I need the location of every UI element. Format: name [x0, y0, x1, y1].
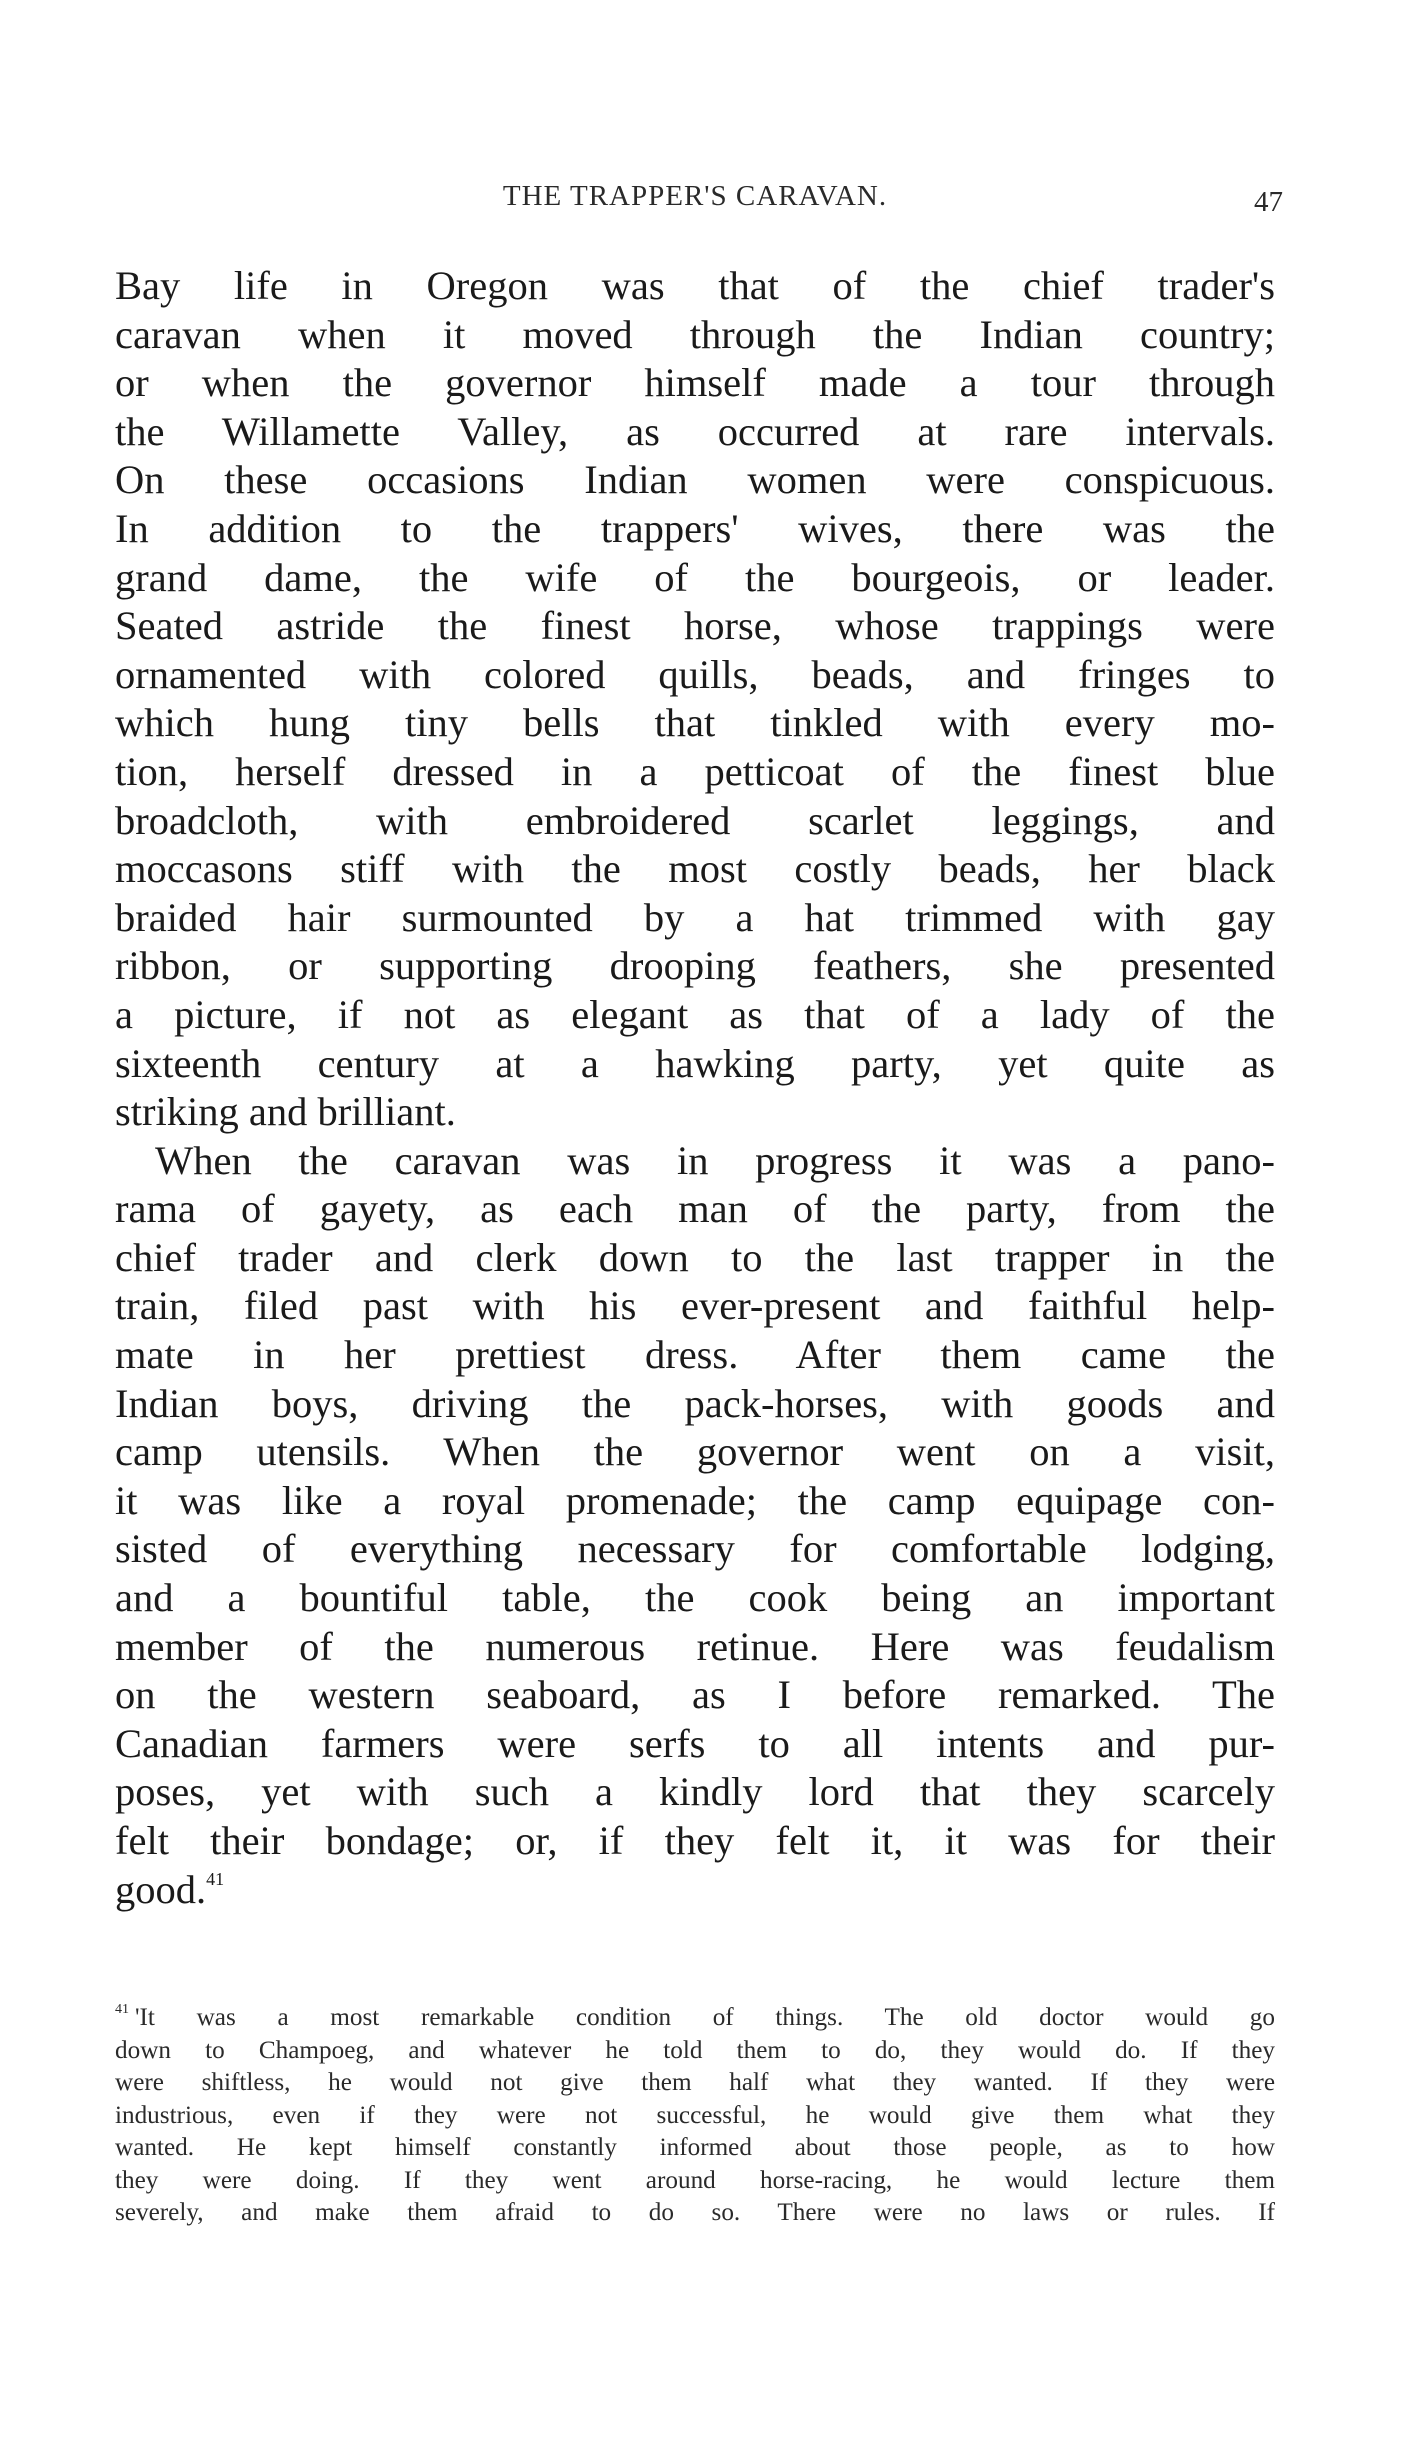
footnote-number: 41: [115, 2002, 129, 2017]
footnote-line: down to Champoeg, and whatever he told them to do, they would do. If they: [115, 2036, 1275, 2064]
text-line: broadcloth, with embroidered scarlet leggings, and: [115, 797, 1275, 843]
text-line: train, filed past with his ever-present and faithful help-: [115, 1283, 1275, 1329]
text-line: braided hair surmounted by a hat trimmed with gay: [115, 894, 1275, 940]
text-line: or when the governor himself made a tour through: [115, 360, 1275, 406]
footnote-text: 'It was a most remarkable condition of things. The old doctor would go: [135, 2004, 1275, 2031]
text-line: the Willamette Valley, as occurred at rare intervals.: [115, 408, 1275, 454]
text-line: grand dame, the wife of the bourgeois, or leader.: [115, 554, 1275, 600]
footnote-line: they were doing. If they went around horse-racing, he would lecture them: [115, 2166, 1275, 2194]
text-line: member of the numerous retinue. Here was feudalism: [115, 1623, 1275, 1669]
text-line: felt their bondage; or, if they felt it, it was for their: [115, 1818, 1275, 1863]
footnote: [115, 2002, 1275, 2230]
text-line: chief trader and clerk down to the last trapper in the: [115, 1234, 1275, 1280]
text-line: sixteenth century at a hawking party, yet quite as: [115, 1040, 1275, 1086]
paragraph-start-line: When the caravan was in progress it was a pano-: [155, 1137, 1275, 1183]
text-line: camp utensils. When the governor went on a visit,: [115, 1429, 1275, 1475]
footnote-line: were shiftless, he would not give them half what they wanted. If they were: [115, 2069, 1275, 2096]
text-line: mate in her prettiest dress. After them came the: [115, 1332, 1275, 1378]
text-line: caravan when it moved through the Indian country;: [115, 311, 1275, 357]
running-head: [115, 180, 1283, 220]
text-line: In addition to the trappers' wives, there was the: [115, 505, 1275, 551]
text-line: which hung tiny bells that tinkled with every mo-: [115, 700, 1275, 746]
text-line: Seated astride the finest horse, whose trappings were: [115, 603, 1275, 649]
text-line: striking and brilliant.: [115, 1089, 456, 1135]
text-line: Bay life in Oregon was that of the chief trader's: [115, 263, 1275, 308]
text-line-with-footnote-ref: [115, 1866, 1275, 1915]
text-line: sisted of everything necessary for comfortable lodging,: [115, 1526, 1275, 1572]
text-line: poses, yet with such a kindly lord that they scarcely: [115, 1769, 1275, 1815]
text-line: rama of gayety, as each man of the party, from the: [115, 1186, 1275, 1232]
page-number: 47: [1254, 186, 1283, 218]
footnote-line: severely, and make them afraid to do so. There were no laws or rules. If: [115, 2199, 1275, 2226]
text-line: On these occasions Indian women were conspicuous.: [115, 457, 1275, 503]
body-text: [115, 262, 1275, 1914]
text-line: on the western seaboard, as I before remarked. The: [115, 1672, 1275, 1718]
text-line: ornamented with colored quills, beads, and fringes to: [115, 651, 1275, 697]
text-line: Indian boys, driving the pack-horses, with goods and: [115, 1380, 1275, 1426]
text-line: moccasons stiff with the most costly beads, her black: [115, 846, 1275, 892]
text-fragment: good.: [115, 1866, 207, 1912]
footnote-reference[interactable]: 41: [206, 1868, 225, 1889]
text-line: a picture, if not as elegant as that of a lady of the: [115, 991, 1275, 1037]
text-line: Canadian farmers were serfs to all intents and pur-: [115, 1720, 1275, 1766]
footnote-line: [115, 2002, 1275, 2035]
footnote-line: industrious, even if they were not successful, he would give them what they: [115, 2101, 1275, 2129]
footnote-line: wanted. He kept himself constantly informed about those people, as to how: [115, 2134, 1275, 2161]
text-line: tion, herself dressed in a petticoat of the finest blue: [115, 748, 1275, 794]
running-title: THE TRAPPER'S CARAVAN.: [502, 180, 888, 212]
text-line: and a bountiful table, the cook being an important: [115, 1575, 1275, 1621]
text-line: it was like a royal promenade; the camp equipage con-: [115, 1477, 1275, 1523]
text-line: ribbon, or supporting drooping feathers, she presented: [115, 943, 1275, 989]
